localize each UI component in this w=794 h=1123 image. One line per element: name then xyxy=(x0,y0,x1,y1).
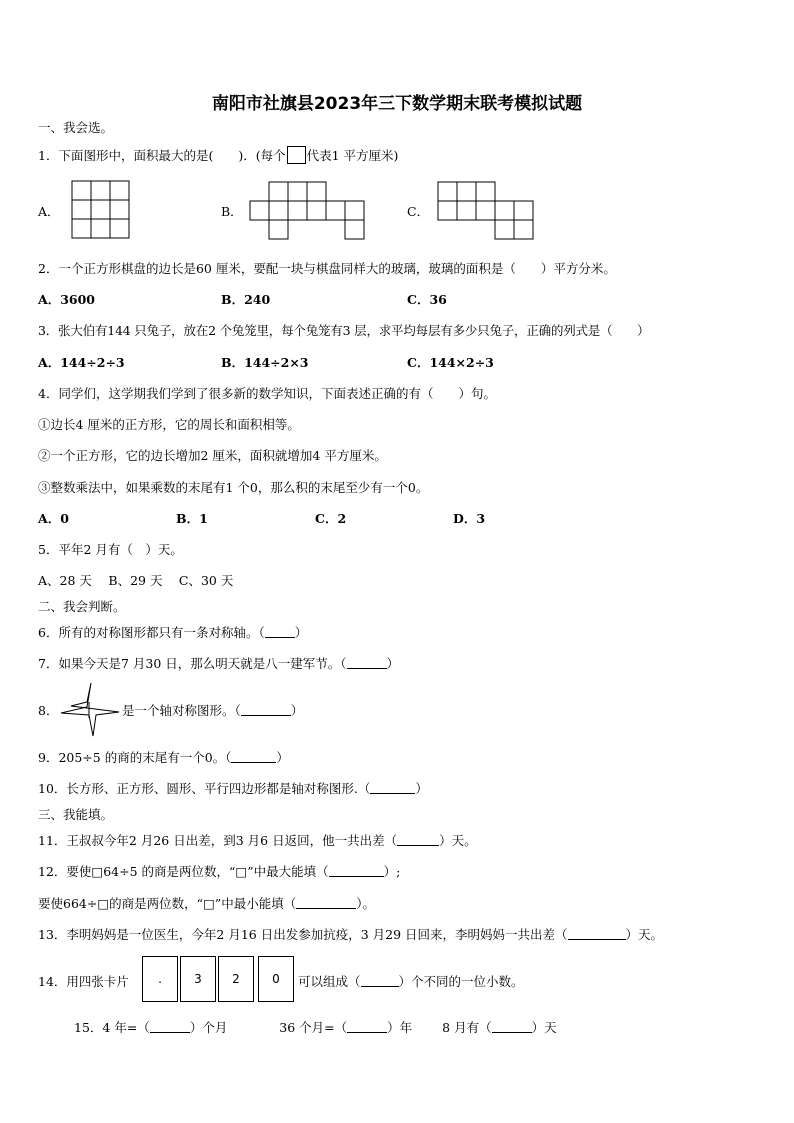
question-7 xyxy=(38,656,399,672)
question-13-close: ）天。 xyxy=(625,927,664,942)
question-9-stem: 9．205÷5 的商的末尾有一个0。（ xyxy=(38,750,232,765)
question-6 xyxy=(38,625,307,641)
unit-square-icon xyxy=(287,146,306,164)
q4-option-c[interactable]: C．2 xyxy=(315,511,347,526)
q3-option-c[interactable]: C．144×2÷3 xyxy=(407,355,494,370)
question-14-close: ）个不同的一位小数。 xyxy=(398,974,524,989)
question-1 xyxy=(38,146,398,164)
q3-option-b[interactable]: B．144÷2×3 xyxy=(221,355,309,370)
question-1-note: 代表1 平方厘米) xyxy=(306,148,399,163)
number-card: 3 xyxy=(180,956,216,1002)
question-14-stem: 14．用四张卡片 xyxy=(38,974,129,989)
q2-option-b[interactable]: B．240 xyxy=(221,292,271,307)
answer-blank[interactable] xyxy=(150,1020,190,1033)
question-5-stem: 5．平年2 月有（ ）天。 xyxy=(38,542,183,557)
q4-statement-3: ③整数乘法中，如果乘数的末尾有1 个0，那么积的末尾至少有一个0。 xyxy=(38,480,429,495)
number-card: 2 xyxy=(218,956,254,1002)
q4-option-a[interactable]: A．0 xyxy=(38,511,69,526)
answer-blank[interactable] xyxy=(241,703,291,716)
question-12-stem-2: 要使664÷□的商是两位数，“□”中最小能填（ xyxy=(38,896,297,911)
question-15 xyxy=(74,1020,557,1036)
question-9-close: ） xyxy=(276,750,289,765)
question-13-stem: 13．李明妈妈是一位医生，今年2 月16 日出发参加抗疫，3 月29 日回来，李明妈妈一共出差（ xyxy=(38,927,568,942)
question-8 xyxy=(122,703,303,719)
section-heading-1: 一、我会选。 xyxy=(38,120,114,135)
question-12-close-1: ）; xyxy=(383,864,401,879)
number-card: 0 xyxy=(258,956,294,1002)
question-14-text: 可以组成（ xyxy=(298,974,361,989)
q1-option-b-label[interactable]: B． xyxy=(221,204,243,219)
question-15-part-a: 15．4 年=（ xyxy=(74,1020,150,1035)
question-11-stem: 11．王叔叔今年2 月26 日出差，到3 月6 日返回，他一共出差（ xyxy=(38,833,398,848)
question-7-close: ） xyxy=(386,656,400,671)
question-15-part-b-close: ）年 xyxy=(387,1020,413,1035)
question-11-close: ）天。 xyxy=(439,833,477,848)
question-14-tail xyxy=(298,974,524,990)
q1-figure-b xyxy=(248,181,366,243)
answer-blank[interactable] xyxy=(492,1020,532,1033)
q4-statement-2: ②一个正方形，它的边长增加2 厘米，面积就增加4 平方厘米。 xyxy=(38,448,387,463)
answer-blank[interactable] xyxy=(296,896,356,909)
q2-option-c[interactable]: C．36 xyxy=(407,292,447,307)
question-12-stem-1: 12．要使□64÷5 的商是两位数，“□”中最大能填（ xyxy=(38,864,329,879)
q3-option-a[interactable]: A．144÷2÷3 xyxy=(38,355,125,370)
section-heading-2: 二、我会判断。 xyxy=(38,599,126,614)
section-heading-3: 三、我能填。 xyxy=(38,807,114,822)
page-title: 南阳市社旗县2023年三下数学期末联考模拟试题 xyxy=(211,94,583,114)
q1-figure-c xyxy=(436,181,536,243)
question-10-close: ） xyxy=(415,781,428,796)
question-3-stem: 3．张大伯有144 只兔子，放在2 个兔笼里，每个兔笼有3 层，求平均每层有多少只兔子，正确的列式是（ ） xyxy=(38,323,650,338)
question-10 xyxy=(38,781,428,797)
question-1-stem: 1．下面图形中，面积最大的是( )．(每个 xyxy=(38,148,286,163)
answer-blank[interactable] xyxy=(568,927,626,940)
q2-option-a[interactable]: A．3600 xyxy=(38,292,95,307)
answer-blank[interactable] xyxy=(231,750,276,763)
question-6-close: ） xyxy=(294,625,308,640)
q1-figure-a xyxy=(70,180,132,242)
q4-statement-1: ①边长4 厘米的正方形，它的周长和面积相等。 xyxy=(38,417,300,432)
question-15-part-a-close: ）个月 xyxy=(189,1020,228,1035)
question-7-stem: 7．如果今天是7 月30 日，那么明天就是八一建军节。（ xyxy=(38,656,347,671)
q4-option-d[interactable]: D．3 xyxy=(453,511,486,526)
question-2-stem: 2．一个正方形棋盘的边长是60 厘米，要配一块与棋盘同样大的玻璃，玻璃的面积是（ ）平方分米。 xyxy=(38,261,616,276)
pinwheel-figure-icon xyxy=(58,680,124,740)
question-15-part-c: 8 月有（ xyxy=(442,1020,492,1035)
answer-blank[interactable] xyxy=(361,974,399,987)
question-12-close-2: ）。 xyxy=(356,896,375,911)
q5-options[interactable]: A、28 天 B、29 天 C、30 天 xyxy=(38,573,234,588)
q1-option-c-label[interactable]: C． xyxy=(407,204,430,219)
answer-blank[interactable] xyxy=(347,1020,387,1033)
number-card: . xyxy=(142,956,178,1002)
question-9 xyxy=(38,750,289,766)
question-8-close: ） xyxy=(290,703,304,718)
question-15-part-b: 36 个月=（ xyxy=(279,1020,348,1035)
question-6-stem: 6．所有的对称图形都只有一条对称轴。（ xyxy=(38,625,265,640)
question-11 xyxy=(38,833,477,849)
answer-blank[interactable] xyxy=(265,625,295,638)
question-8-number: 8． xyxy=(38,703,59,718)
question-12-line-2 xyxy=(38,896,375,912)
answer-blank[interactable] xyxy=(397,833,439,846)
question-4-stem: 4．同学们，这学期我们学到了很多新的数学知识，下面表述正确的有（ ）句。 xyxy=(38,386,496,401)
q1-option-a-label[interactable]: A． xyxy=(38,204,60,219)
q4-option-b[interactable]: B．1 xyxy=(176,511,208,526)
answer-blank[interactable] xyxy=(329,864,384,877)
answer-blank[interactable] xyxy=(347,656,387,669)
question-8-stem: 是一个轴对称图形。（ xyxy=(122,703,241,718)
answer-blank[interactable] xyxy=(370,781,415,794)
question-15-part-c-close: ）天 xyxy=(531,1020,557,1035)
question-10-stem: 10．长方形、正方形、圆形、平行四边形都是轴对称图形.（ xyxy=(38,781,371,796)
question-12-line-1 xyxy=(38,864,400,880)
question-13 xyxy=(38,927,663,943)
